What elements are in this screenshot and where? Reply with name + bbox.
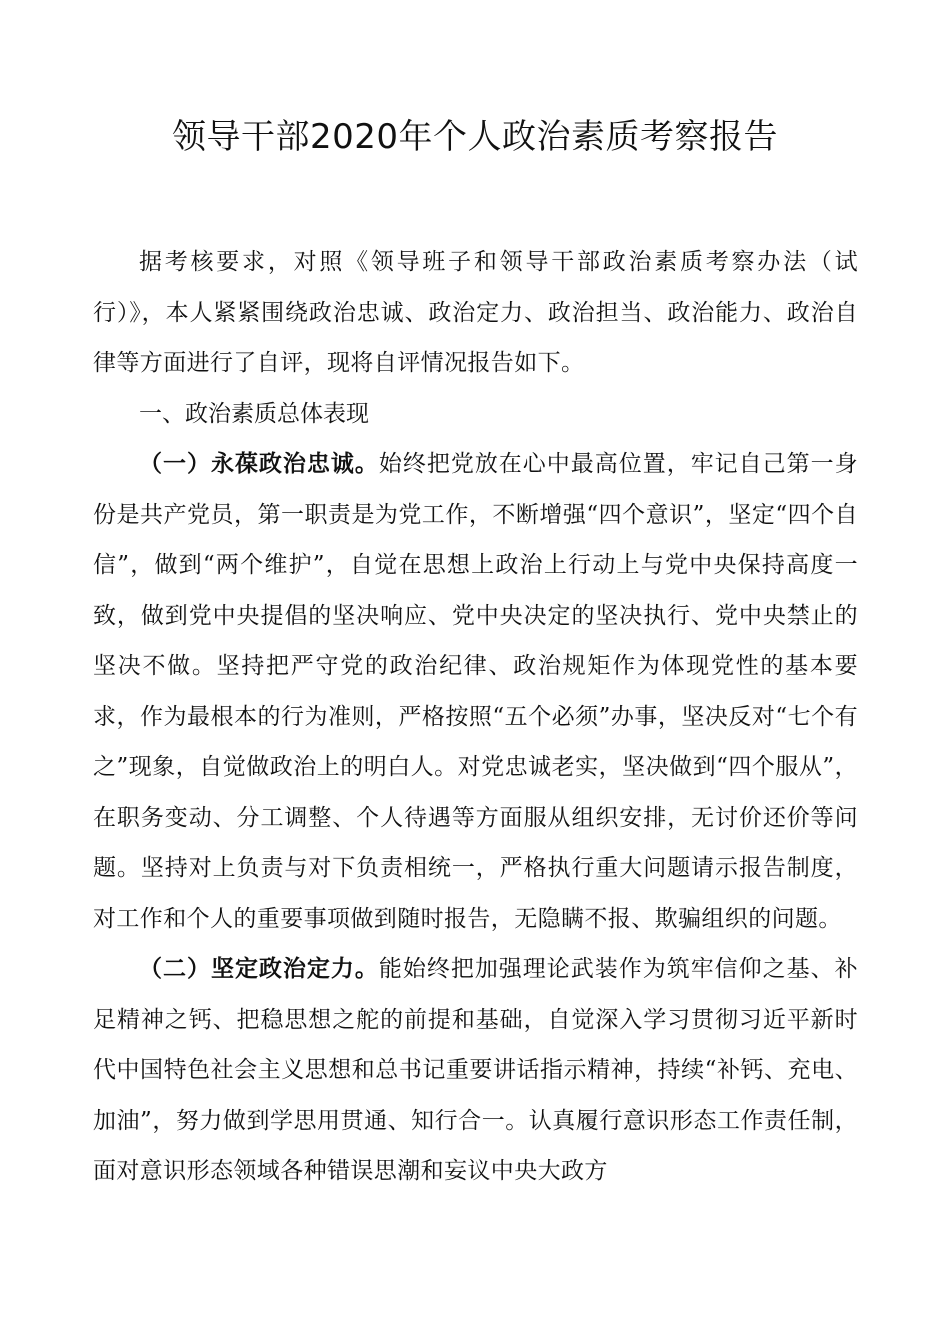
document-title: 领导干部2020年个人政治素质考察报告 bbox=[171, 117, 779, 157]
item1-lead: （一）永葆政治忠诚。 bbox=[139, 451, 379, 477]
item1-text: 始终把党放在心中最高位置，牢记自己第一身份是共产党员，第一职责是为党工作，不断增强“四个意识”，坚定“四个自信”，做到“两个维护”，自觉在思想上政治上行动上与党中央保持高度一致，做到党中央提倡的坚决响应、党中央决定的坚决执行、党中央禁止的坚决不做。坚持把严守党的政治纪律、政治规矩作为体现党性的基本要求，作为最根本的行为准则，严格按照“五个必须”办事，坚决反对“七个有之”现象，自觉做政治上的明白人。对党忠诚老实，坚决做到“四个服从”，在职务变动、分工调整、个人待遇等方面服从组织安排，无讨价还价等问题。坚持对上负责与对下负责相统一，严格执行重大问题请示报告制度，对工作和个人的重要事项做到随时报告，无隐瞒不报、欺骗组织的问题。 bbox=[93, 451, 859, 932]
intro-paragraph: 据考核要求，对照《领导班子和领导干部政治素质考察办法（试行）》，本人紧紧围绕政治忠诚、政治定力、政治担当、政治能力、政治自律等方面进行了自评，现将自评情况报告如下。 bbox=[93, 249, 858, 376]
section-heading: 一、政治素质总体表现 bbox=[139, 400, 369, 427]
item2-paragraph bbox=[93, 944, 858, 1197]
document-body bbox=[93, 237, 858, 1197]
item1-paragraph bbox=[93, 439, 858, 944]
item2-lead: （二）坚定政治定力。 bbox=[139, 956, 379, 982]
item2-text: 能始终把加强理论武装作为筑牢信仰之基、补足精神之钙、把稳思想之舵的前提和基础，自觉深入学习贯彻习近平新时代中国特色社会主义思想和总书记重要讲话指示精神，持续“补钙、充电、加油”，努力做到学思用贯通、知行合一。认真履行意识形态工作责任制，面对意识形态领域各种错误思潮和妄议中央大政方 bbox=[93, 956, 859, 1184]
